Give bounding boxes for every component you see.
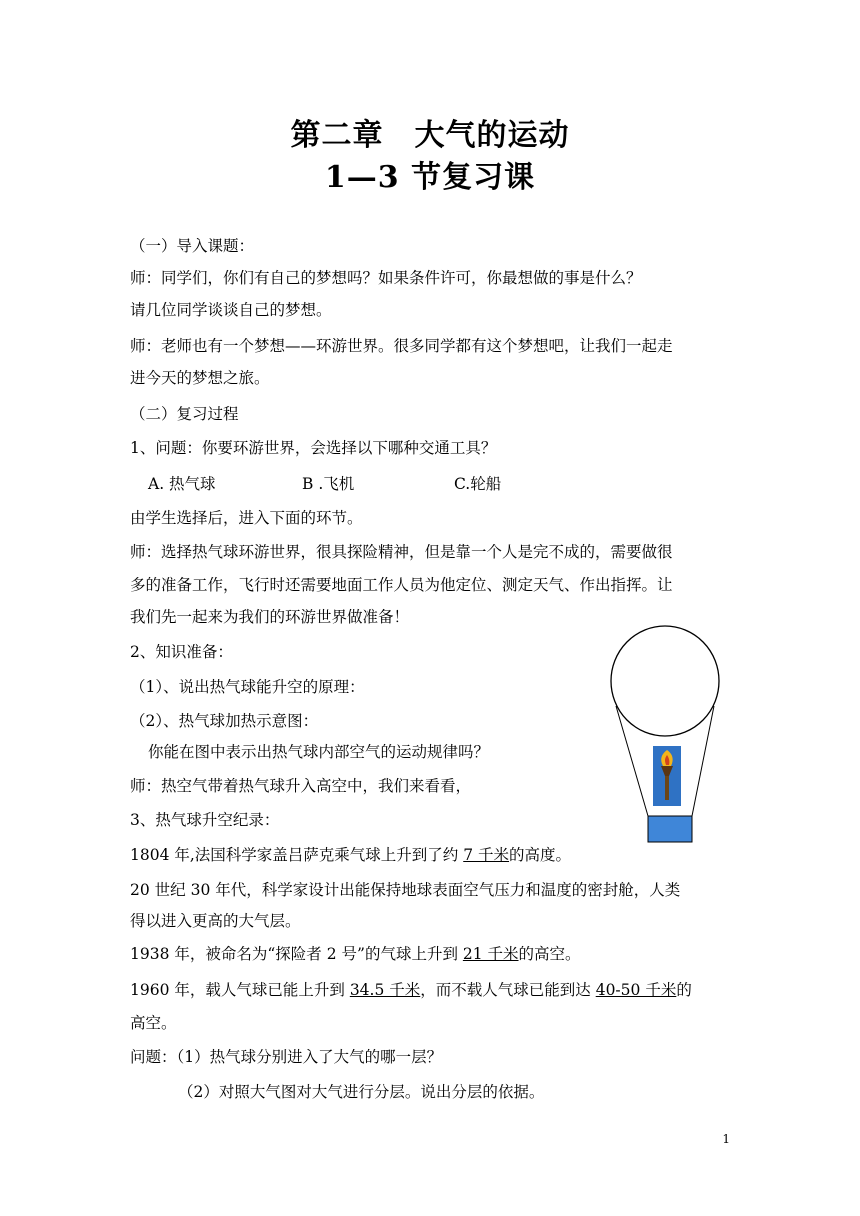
torch-icon	[653, 746, 681, 806]
record-height: 34.5 千米	[349, 981, 421, 999]
paragraph: 20 世纪 30 年代，科学家设计出能保持地球表面空气压力和温度的密封舱，人类	[130, 881, 681, 899]
record-1804	[130, 845, 571, 865]
record-text: 的高度。	[509, 846, 572, 864]
record-text: 的高空。	[518, 945, 581, 963]
balloon-envelope	[611, 626, 719, 736]
hot-air-balloon-diagram	[606, 624, 724, 846]
record-text: 1938 年，被命名为“探险者 2 号”的气球上升到	[130, 945, 463, 963]
paragraph: 高空。	[130, 1014, 177, 1032]
paragraph: 由学生选择后，进入下面的环节。	[130, 509, 363, 527]
record-text: 1804 年,法国科学家盖吕萨克乘气球上升到了约	[130, 846, 464, 864]
paragraph: 师：同学们，你们有自己的梦想吗？如果条件许可，你最想做的事是什么？	[130, 269, 642, 287]
paragraph: 3、热气球升空纪录：	[130, 811, 280, 829]
paragraph: 师：选择热气球环游世界，很具探险精神，但是靠一个人是完不成的，需要做很	[130, 543, 673, 561]
paragraph: 师：老师也有一个梦想——环游世界。很多同学都有这个梦想吧，让我们一起走	[130, 337, 673, 355]
section-review-heading: （二）复习过程	[130, 405, 239, 423]
record-height: 21 千米	[462, 945, 519, 963]
paragraph: 师：热空气带着热气球升入高空中，我们来看看，	[130, 777, 472, 795]
option-a: A. 热气球	[148, 475, 216, 493]
record-1938	[130, 944, 581, 964]
record-text: ，而不载人气球已能到达	[420, 981, 596, 999]
paragraph: 得以进入更高的大气层。	[130, 912, 301, 930]
paragraph: 我们先一起来为我们的环游世界做准备！	[130, 608, 410, 626]
paragraph: 进今天的梦想之旅。	[130, 369, 270, 387]
chapter-title: 第二章 大气的运动	[290, 118, 570, 153]
question: 问题：（1）热气球分别进入了大气的哪一层？	[130, 1048, 443, 1066]
paragraph: 你能在图中表示出热气球内部空气的运动规律吗？	[148, 743, 490, 761]
record-1960	[130, 980, 692, 1000]
question: （2）对照大气图对大气进行分层。说出分层的依据。	[178, 1083, 545, 1101]
paragraph: 2、知识准备：	[130, 643, 233, 661]
paragraph: 多的准备工作，飞行时还需要地面工作人员为他定位、测定天气、作出指挥。让	[130, 576, 673, 594]
section-intro-heading: （一）导入课题：	[130, 237, 255, 255]
paragraph: 请几位同学谈谈自己的梦想。	[130, 301, 332, 319]
record-height: 7 千米	[463, 846, 510, 864]
paragraph: （1）、说出热气球能升空的原理：	[130, 678, 365, 696]
record-text: 的	[676, 981, 692, 999]
lesson-title: 1—3 节复习课	[324, 160, 536, 195]
option-b: B .飞机	[302, 475, 355, 493]
record-text: 1960 年，载人气球已能上升到	[130, 981, 350, 999]
paragraph: （2）、热气球加热示意图：	[130, 712, 319, 730]
record-height: 40-50 千米	[595, 981, 677, 999]
balloon-basket	[648, 816, 692, 842]
question: 1、问题：你要环游世界，会选择以下哪种交通工具？	[130, 439, 497, 457]
page-number: 1	[722, 1132, 730, 1146]
option-c: C.轮船	[454, 475, 502, 493]
